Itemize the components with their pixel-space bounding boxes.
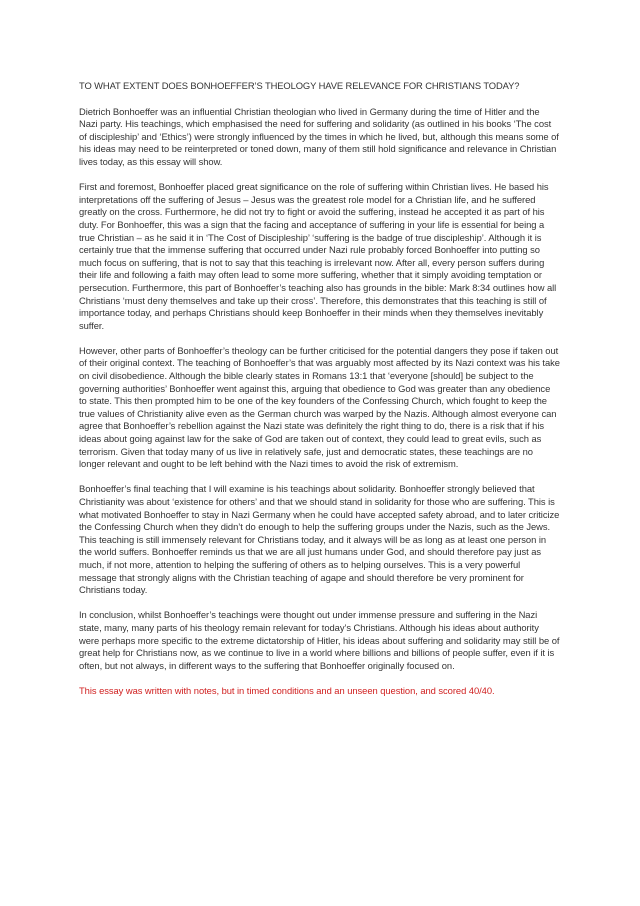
paragraph-conclusion: In conclusion, whilst Bonhoeffer’s teachings were thought out under immense pressure and suffering in the Nazi state, many, many parts of his theology remain relevant for today’s Christians. Although his ideas about authority were perhaps more specific to the extreme dictatorship of Hitler, his ideas about suffering and solidarity may still be of great help for Christians now, as we continue to live in a world where billions and billions of people suffer, even if it is often, but not always, in different ways to the suffering that Bonhoeffer originally focused on. bbox=[79, 609, 560, 671]
paragraph-suffering: First and foremost, Bonhoeffer placed great significance on the role of suffering within Christian lives. He based his interpretations off the suffering of Jesus – Jesus was the greatest role model for a Christian life, and he suffered greatly on the cross. Furthermore, he did not try to fight or avoid the suffering, instead he accepted it as part of his duty. For Bonhoeffer, this was a sign that the facing and acceptance of suffering in your life is essential for being a true Christian – as he said it in ‘The Cost of Discipleship’ ‘suffering is the badge of true discipleship’. Although it is certainly true that the immense suffering that occurred under Nazi rule probably forced Bonhoeffer into putting so much focus on suffering, that is not to say that this teaching is irrelevant now. After all, every person suffers during their life and following a faith may often lead to some more suffering, whether that it simply avoiding temptation or persecution. Furthermore, this part of Bonhoeffer’s teaching also has grounds in the bible: Mark 8:34 outlines how all Christians ‘must deny themselves and take up their cross’. Therefore, this demonstrates that this teaching is still of importance today, and perhaps Christians should keep Bonhoeffer in their minds when they themselves inevitably suffer. bbox=[79, 181, 557, 331]
paragraph-introduction: Dietrich Bonhoeffer was an influential Christian theologian who lived in Germany during the time of Hitler and the Nazi party. His teachings, which emphasised the need for suffering and solidarity (as outlined in his books ‘The cost of discipleship’ and ‘Ethics’) were strongly influenced by the times in which he lived, but, although this means some of his ideas may need to be reinterpreted or toned down, many of them still hold significance and relevance in Christian lives today, as this essay will show. bbox=[79, 105, 559, 167]
essay-title: TO WHAT EXTENT DOES BONHOEFFER’S THEOLOGY HAVE RELEVANCE FOR CHRISTIANS TODAY? bbox=[79, 80, 520, 91]
marking-note: This essay was written with notes, but in timed conditions and an unseen question, and scored 40/40. bbox=[79, 684, 495, 696]
paragraph-civil-disobedience: However, other parts of Bonhoeffer’s theology can be further criticised for the potential dangers they pose if taken out of their original context. The teaching of Bonhoeffer’s that was arguably most affected by its Nazi context was his take on civil disobedience. Although the bible clearly states in Romans 13:1 that ‘everyone [should] be subject to the governing authorities’ Bonhoeffer went against this, arguing that obedience to God was greater than any obedience to state. This then prompted him to be one of the key founders of the Confessing Church, which fought to keep the true values of Christianity alive even as the German church was warped by the Nazis. Although almost everyone can agree that Bonhoeffer’s rebellion against the Nazi state was definitely the right thing to do, there is a risk that if his ideas about going against law for the sake of God are taken out of context, they could lead to great evils, such as terrorism. Given that today many of us live in relatively safe, just and democratic states, these teachings are no longer relevant and ought to be left behind with the Nazi times to avoid the risk of extremism. bbox=[79, 344, 560, 470]
paragraph-solidarity: Bonhoeffer’s final teaching that I will examine is his teachings about solidarity. Bonhoeffer strongly believed that Christianity was about ‘existence for others’ and that we should stand in solidarity for those who are suffering. This is what motivated Bonhoeffer to stay in Nazi Germany when he could have accepted safety abroad, and to later criticize the Confessing Church when they didn’t do enough to help the suffering groups under the Nazis, such as the Jews. This teaching is still immensely relevant for Christians today, and it always will be as long as at least one person in the world suffers. Bonhoeffer reminds us that we are all just humans under God, and should therefore pay just as much, if not more, attention to helping the suffering of others as to helping ourselves. This is a very powerful message that strongly aligns with the Christian teaching of agape and should therefore be very prominent for Christians today. bbox=[79, 483, 560, 596]
